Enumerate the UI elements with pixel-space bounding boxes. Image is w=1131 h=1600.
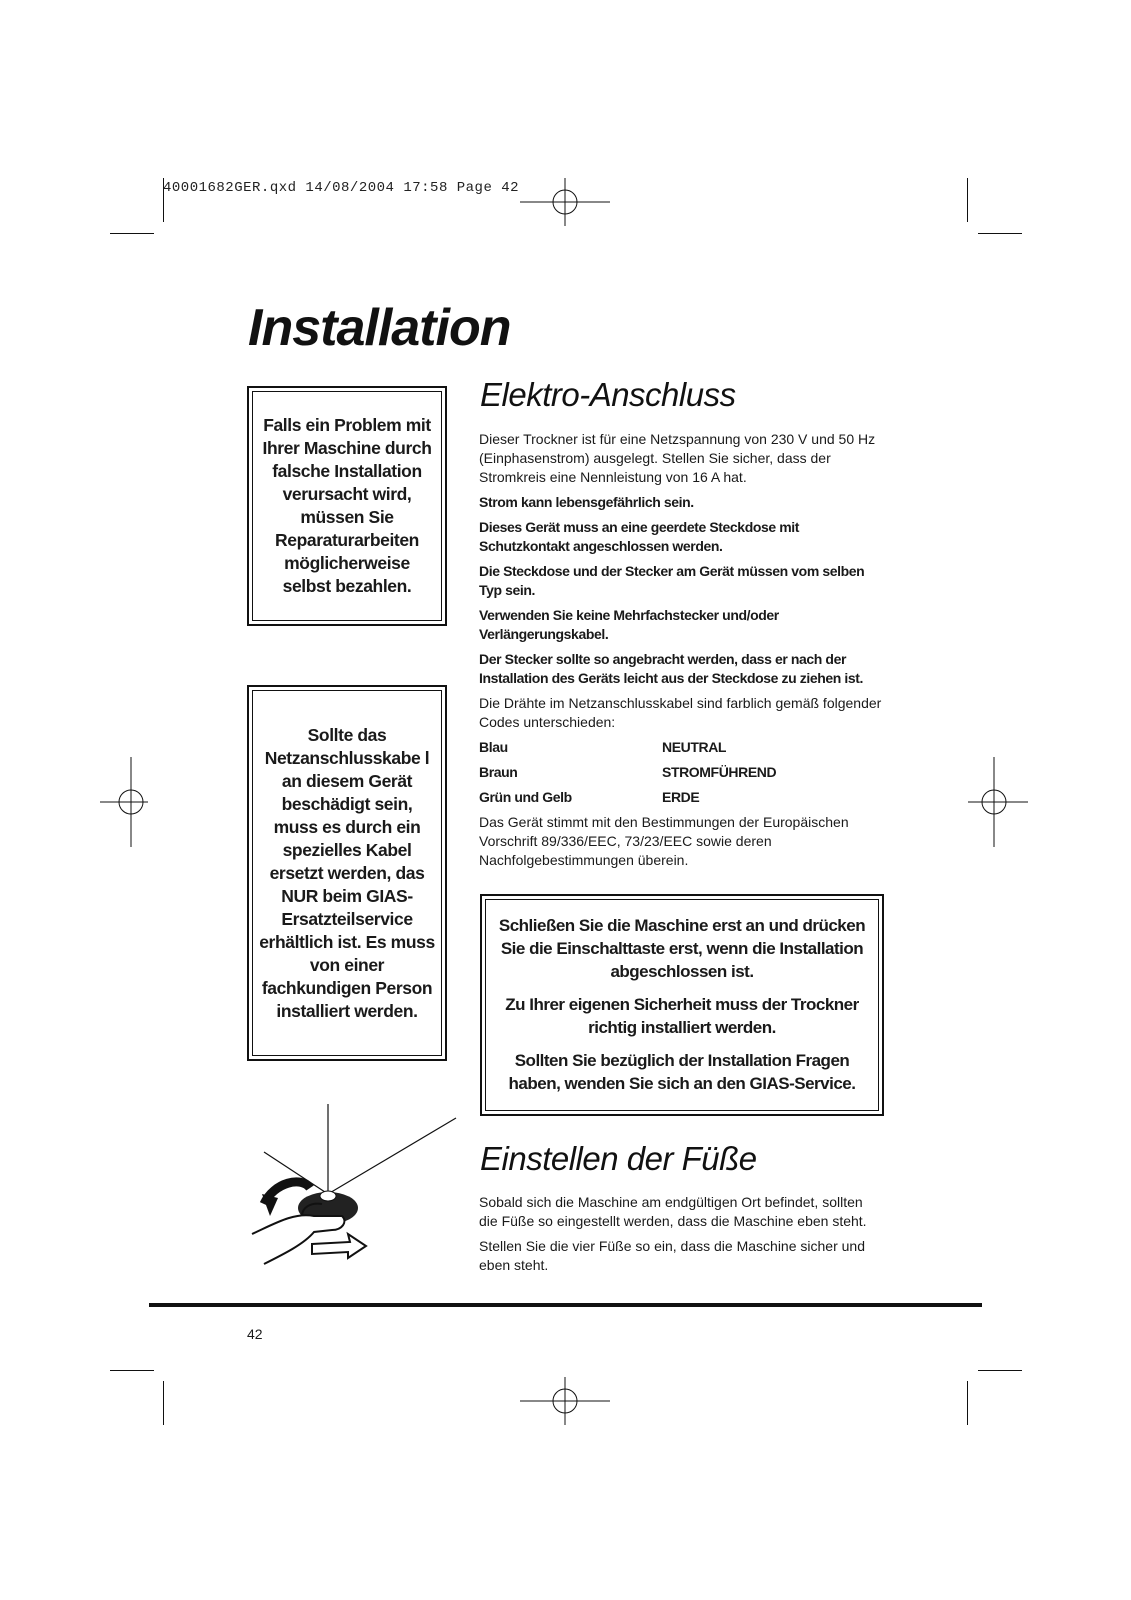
crop-mark	[110, 1370, 154, 1371]
wire-color: Grün und Gelb	[479, 789, 572, 805]
electrical-warning-4: Verwenden Sie keine Mehrfachstecker und/oder Verlängerungskabel.	[479, 607, 779, 642]
registration-mark-right	[968, 757, 1028, 847]
crop-mark	[967, 1381, 968, 1425]
wire-function: STROMFÜHREND	[662, 764, 777, 780]
crop-mark	[110, 233, 154, 234]
file-slug: 40001682GER.qxd 14/08/2004 17:58 Page 42	[163, 180, 520, 196]
warning-box-problem	[247, 386, 447, 626]
wire-row	[479, 788, 884, 813]
wire-row	[479, 738, 884, 763]
safety-text-3: Sollten Sie bezüglich der Installation Fragen haben, wenden Sie sich an den GIAS-Service.	[508, 1051, 856, 1093]
registration-mark-left	[100, 757, 148, 847]
electrical-warning-3: Die Steckdose und der Stecker am Gerät müssen vom selben Typ sein.	[479, 563, 865, 598]
warning-problem-text: Falls ein Problem mit Ihrer Maschine durch falsche Installation verursacht wird, müssen Sie Reparaturarbeiten möglicherweise selbst bezahlen.	[262, 415, 432, 596]
feet-text-1: Sobald sich die Maschine am endgültigen Ort befindet, sollten die Füße so eingestellt werden, dass die Maschine eben steht.	[479, 1194, 867, 1229]
feet-text-2: Stellen Sie die vier Füße so ein, dass die Maschine sicher und eben steht.	[479, 1238, 865, 1273]
wire-color: Braun	[479, 764, 518, 780]
wire-row	[479, 763, 884, 788]
footer-rule	[149, 1303, 982, 1307]
electrical-warning-2: Dieses Gerät muss an eine geerdete Steckdose mit Schutzkontakt angeschlossen werden.	[479, 519, 800, 554]
crop-mark	[967, 178, 968, 222]
page-number: 42	[247, 1326, 263, 1342]
compliance-text: Das Gerät stimmt mit den Bestimmungen der Europäischen Vorschrift 89/336/EEC, 73/23/EEC sowie deren Nachfolgebestimmungen überein.	[479, 814, 849, 868]
crop-mark	[163, 1381, 164, 1425]
section-heading-feet: Einstellen der Füße	[480, 1140, 757, 1177]
wire-function: NEUTRAL	[662, 739, 727, 755]
section-heading-electrical: Elektro-Anschluss	[480, 376, 736, 413]
crop-mark	[978, 1370, 1022, 1371]
wires-intro: Die Drähte im Netzanschlusskabel sind farblich gemäß folgender Codes unterschieden:	[479, 695, 882, 730]
electrical-warning-5: Der Stecker sollte so angebracht werden, dass er nach der Installation des Geräts leicht aus der Steckdose zu ziehen ist.	[479, 651, 864, 686]
electrical-intro: Dieser Trockner ist für eine Netzspannung von 230 V und 50 Hz (Einphasenstrom) ausgelegt. Stellen Sie sicher, dass der Stromkreis eine Nennleistung von 16 A hat.	[479, 431, 876, 485]
electrical-section	[479, 430, 884, 876]
safety-warning-box	[480, 894, 884, 1116]
registration-mark-top	[520, 178, 610, 226]
registration-mark-bottom	[520, 1377, 610, 1425]
wire-color: Blau	[479, 739, 508, 755]
safety-text-1: Schließen Sie die Maschine erst an und drücken Sie die Einschalttaste erst, wenn die Installation abgeschlossen ist.	[498, 916, 866, 981]
warning-cable-text: Sollte das Netzanschlusskabe l an diesem Gerät beschädigt sein, muss es durch ein spezielles Kabel ersetzt werden, das NUR beim GIAS-Ersatzteilservice erhältlich ist. Es muss von einer fachkundigen Person installiert werden.	[259, 724, 435, 1021]
feet-section	[479, 1193, 884, 1281]
warning-box-cable	[247, 685, 447, 1061]
page-title: Installation	[248, 299, 511, 357]
crop-mark	[978, 233, 1022, 234]
wire-function: ERDE	[662, 789, 700, 805]
feet-adjustment-illustration	[244, 1104, 464, 1284]
electrical-warning-1: Strom kann lebensgefährlich sein.	[479, 494, 694, 510]
safety-text-2: Zu Ihrer eigenen Sicherheit muss der Trockner richtig installiert werden.	[505, 995, 859, 1037]
